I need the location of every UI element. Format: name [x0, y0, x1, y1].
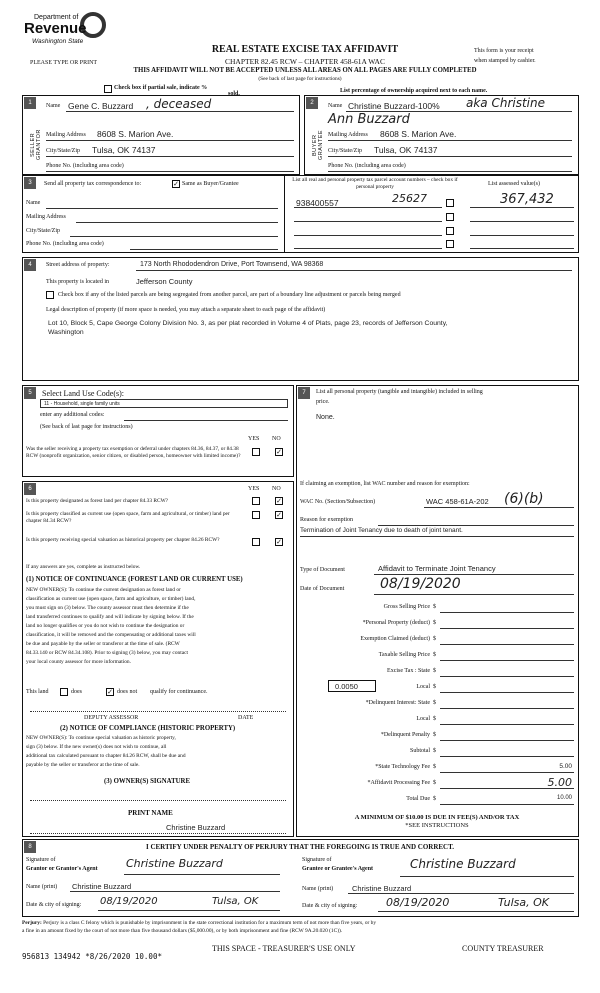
s6-q2: Is this property classified as current use (open space, farm and agricultural, or timber) land per chapter 84.34 RCW? — [26, 511, 230, 524]
notice1-line6: classification, it will be removed and the compensating or additional taxes will — [26, 632, 196, 638]
s5-q1-no[interactable]: ✓ — [276, 448, 282, 456]
section-1-badge: 1 — [24, 97, 36, 109]
s6-q1-no[interactable]: ✓ — [276, 497, 282, 505]
doc-type-line — [374, 574, 574, 575]
corr-name-label: Name — [26, 200, 41, 206]
same-as-buyer-label: Same as Buyer/Grantee — [182, 181, 239, 187]
total-due-value[interactable]: 10.00 — [556, 795, 572, 801]
doc-date-label: Date of Document — [300, 586, 345, 592]
section-7-badge: 7 — [298, 387, 310, 399]
seller-name-value[interactable]: Gene C. Buzzard — [68, 101, 134, 111]
send-correspondence-label: Send all property tax correspondence to: — [44, 181, 142, 187]
does-not-label: does not — [117, 689, 138, 695]
fee-line — [440, 612, 574, 613]
street-label: Street address of property: — [46, 262, 110, 268]
s6-no-label: NO — [272, 486, 281, 492]
corr-city-line — [70, 236, 278, 237]
fee-dollar: $ — [433, 604, 436, 610]
assessed-line-3 — [470, 235, 574, 236]
perjury-label: Perjury: — [22, 920, 42, 926]
corr-phone-line — [130, 249, 278, 250]
seller-side-label: SELLER GRANTOR — [30, 129, 42, 161]
assessed-line-4 — [470, 248, 574, 249]
buyer-phone-label: Phone No. (including area code) — [328, 163, 406, 169]
grantee-name-line — [348, 893, 574, 894]
street-value[interactable]: 173 North Rhododendron Drive, Port Townsend, WA 98368 — [140, 261, 324, 268]
fee-label: Total Due — [406, 796, 430, 802]
notice2-line3: additional tax calculated pursuant to chapter 84.26 RCW, shall be due and — [26, 753, 186, 759]
perjury-line2: a fine in an amount fixed by the court of not more than five thousand dollars ($5,000.00), or by both imprisonment and fine (RCW 9A.20.020 (1C)). — [22, 928, 343, 934]
owner-signature-label: (3) OWNER(S) SIGNATURE — [104, 778, 190, 785]
seller-name-line — [66, 111, 294, 112]
grantee-date-signed[interactable]: 08/19/2020 — [386, 896, 450, 909]
buyer-city-label: City/State/Zip — [328, 148, 362, 154]
buyer-name-handwritten-2: Ann Buzzard — [328, 112, 410, 127]
grantor-name-print-value[interactable]: Christine Buzzard — [72, 882, 132, 891]
fee-label: *Delinquent Interest: State — [365, 700, 430, 706]
deputy-assessor-label: DEPUTY ASSESSOR — [84, 715, 139, 721]
buyer-name-handwritten-1: aka Christine — [466, 96, 546, 110]
cashier-stamp: 956813 134942 *8/26/2020 10.00* — [22, 952, 162, 961]
reason-value[interactable]: Termination of Joint Tenancy due to death of joint tenant. — [300, 527, 463, 534]
legal-label: Legal description of property (if more space is needed, you may attach a separate sheet to each page of the affidavit) — [46, 307, 326, 313]
parcel-line-1 — [294, 207, 442, 208]
this-land-label: This land — [26, 689, 49, 695]
please-type: PLEASE TYPE OR PRINT — [30, 60, 98, 66]
parcel-checkbox-3[interactable] — [446, 227, 454, 235]
buyer-city-value[interactable]: Tulsa, OK 74137 — [374, 145, 438, 155]
s6-q2-yes[interactable] — [252, 511, 260, 519]
parcel-extra: 25627 — [392, 192, 427, 205]
print-name-label: PRINT NAME — [128, 809, 173, 817]
buyer-phone-line — [328, 171, 572, 172]
s6-q3: Is this property receiving special valuation as historical property per chapter 84.26 RCW? — [26, 537, 220, 543]
fee-label: Taxable Selling Price — [378, 652, 430, 658]
does-checkbox[interactable] — [60, 688, 68, 696]
additional-codes-line — [124, 420, 288, 421]
same-as-buyer-checkbox[interactable]: ✓ — [173, 180, 179, 188]
fee-line — [440, 708, 574, 709]
wac-value[interactable]: WAC 458-61A-202 — [426, 497, 489, 506]
assessed-line-2 — [470, 221, 574, 222]
grantor-date-signed[interactable]: 08/19/2020 — [100, 896, 158, 907]
personal-property-value[interactable]: None. — [316, 414, 335, 421]
fee-label: *Affidavit Processing Fee — [367, 780, 430, 786]
buyer-side-label: BUYER GRANTEE — [312, 129, 324, 161]
notice2-line2: sign (3) below. If the new owner(s) does not wish to continue, all — [26, 744, 167, 750]
notice1-line2: classification as current use (open space, farm and agriculture, or timber) land, — [26, 596, 196, 602]
partial-sale-checkbox[interactable] — [104, 85, 112, 93]
list-personal-line2: price. — [316, 399, 330, 405]
segregate-label: Check box if any of the listed parcels are being segregated from another parcel, are part of a boundary line adjustment or parcels being merged — [58, 292, 401, 298]
excise-rate-box[interactable] — [328, 680, 376, 692]
fee-line — [440, 628, 574, 629]
list-personal-line1: List all personal property (tangible and intangible) included in selling — [316, 389, 483, 395]
land-use-value: 11 - Household, single family units — [44, 401, 120, 407]
parcel-header: List all real and personal property tax parcel account numbers – check box if personal property — [292, 177, 458, 190]
deputy-line — [30, 711, 286, 712]
land-use-see-back: (See back of last page for instructions) — [40, 424, 133, 430]
doc-type-value[interactable]: Affidavit to Terminate Joint Tenancy — [378, 564, 496, 573]
reason-label: Reason for exemption — [300, 517, 353, 523]
s5-q1: Was the seller receiving a property tax exemption or deferral under chapters 84.36, 84.37, or 84.38 RCW (nonprofit organization, senior citizen, or disabled person, homeowner with limited income)? — [26, 446, 241, 459]
grantee-sig-label-2: Grantee or Grantee's Agent — [302, 866, 374, 872]
corr-mail-line — [76, 222, 278, 223]
personal-property-section — [296, 385, 579, 837]
wac-handwritten: (6)(b) — [504, 491, 544, 507]
assessed-header: List assessed value(s) — [488, 181, 540, 187]
grantee-signature[interactable]: Christine Buzzard — [410, 857, 516, 871]
doc-type-label: Type of Document — [300, 567, 345, 573]
perjury-text-1: Perjury is a class C felony which is punishable by imprisonment in the state correctional institution for a maximum term of not more than five years, or by — [43, 920, 377, 926]
parcel-line-3 — [294, 235, 442, 236]
section-8-badge: 8 — [24, 841, 36, 853]
fee-label: Local — [416, 716, 430, 722]
buyer-name-value[interactable]: Christine Buzzard-100% — [348, 101, 440, 111]
treasurer-space-label: THIS SPACE - TREASURER'S USE ONLY — [212, 944, 356, 953]
notice2-line4: payable by the seller or transferor at the time of sale. — [26, 762, 140, 768]
qualify-label: qualify for continuance. — [150, 689, 208, 695]
assessed-value: 367,432 — [500, 192, 554, 207]
notice1-line7: be due and payable by the seller or transferor at the time of sale. (RCW — [26, 641, 180, 647]
if-yes-note: If any answers are yes, complete as instructed below. — [26, 564, 141, 570]
receipt-note-1: This form is your receipt — [474, 48, 534, 54]
doc-date-line — [374, 594, 574, 595]
fee-dollar: $ — [433, 700, 436, 706]
doc-date-value: 08/19/2020 — [380, 576, 461, 592]
logo-line3: Washington State — [32, 38, 84, 45]
seller-mail-line — [46, 140, 294, 141]
grantee-sig-line — [400, 876, 574, 877]
grantee-city-signed[interactable]: Tulsa, OK — [498, 896, 549, 909]
receipt-note-2: when stamped by cashier. — [474, 58, 536, 64]
s5-no-label: NO — [272, 436, 281, 442]
notice1-line8: 84.33.140 or RCW 84.34.108). Prior to signing (3) below, you may contact — [26, 650, 188, 656]
reason-line-1 — [378, 525, 574, 526]
additional-codes-label: enter any additional codes: — [40, 412, 105, 418]
fee-dollar: $ — [433, 620, 436, 626]
buyer-city-line — [328, 156, 572, 157]
notice1-line1: NEW OWNER(S): To continue the current designation as forest land or — [26, 587, 181, 593]
parcel-checkbox-1[interactable] — [446, 199, 454, 207]
s6-yes-label: YES — [248, 486, 260, 492]
grantor-city-signed[interactable]: Tulsa, OK — [212, 896, 259, 907]
assessed-line-1 — [470, 207, 574, 208]
seller-mail-value[interactable]: 8608 S. Marion Ave. — [97, 129, 174, 139]
parcel-line-4 — [294, 248, 442, 249]
corr-mail-label: Mailing Address — [26, 214, 66, 220]
grantee-date-line — [378, 911, 574, 912]
dor-logo — [22, 10, 106, 54]
s5-q1-yes[interactable] — [252, 448, 260, 456]
seller-name-label: Name — [46, 103, 61, 109]
fee-line — [440, 724, 574, 725]
grantor-signature[interactable]: Christine Buzzard — [126, 857, 223, 870]
fee-line — [440, 756, 574, 757]
fee-dollar: $ — [433, 716, 436, 722]
corr-phone-label: Phone No. (including area code) — [26, 241, 104, 247]
grantor-sig-label-2: Grantor or Grantor's Agent — [26, 866, 98, 872]
seller-phone-label: Phone No. (including area code) — [46, 163, 124, 169]
fee-line — [440, 740, 574, 741]
sold-label: sold. — [228, 91, 240, 97]
s5-yes-label: YES — [248, 436, 260, 442]
street-line — [136, 270, 572, 271]
reason-line-2 — [300, 536, 574, 537]
logo-line2: Revenue — [24, 20, 87, 37]
excise-rate-value: 0.0050 — [335, 682, 358, 691]
fee-dollar: $ — [433, 748, 436, 754]
grantor-name-line — [70, 891, 280, 892]
section-6-badge: 6 — [24, 483, 36, 495]
seller-phone-line — [46, 171, 294, 172]
seller-name-handwritten: , deceased — [146, 97, 212, 111]
fee-dollar: $ — [433, 796, 436, 802]
fee-dollar: $ — [433, 668, 436, 674]
fee-dollar: $ — [433, 732, 436, 738]
buyer-mail-value[interactable]: 8608 S. Marion Ave. — [380, 129, 457, 139]
property-section — [22, 257, 579, 381]
exemption-claim-label: If claiming an exemption, list WAC number and reason for exemption: — [300, 481, 470, 487]
grantor-sig-label-1: Signature of — [26, 857, 56, 863]
fee-label: Exemption Claimed (deduct) — [360, 636, 430, 642]
fee-label: Excise Tax : State — [387, 668, 430, 674]
fee-dollar: $ — [433, 652, 436, 658]
legal-value-2[interactable]: Washington — [48, 329, 84, 336]
form-warning: THIS AFFIDAVIT WILL NOT BE ACCEPTED UNLESS ALL AREAS ON ALL PAGES ARE FULLY COMPLETED — [133, 67, 477, 74]
county-treasurer-label: COUNTY TREASURER — [462, 944, 544, 953]
fee-line — [440, 692, 574, 693]
s6-q3-no[interactable]: ✓ — [276, 538, 282, 546]
form-title: REAL ESTATE EXCISE TAX AFFIDAVIT — [211, 44, 399, 55]
parcel-line-2 — [294, 221, 442, 222]
grantor-sig-line — [124, 874, 280, 875]
select-land-use-label: Select Land Use Code(s): — [42, 389, 124, 398]
grantee-sig-label-1: Signature of — [302, 857, 332, 863]
fee-dollar: $ — [433, 780, 436, 786]
s6-q1: Is this property designated as forest land per chapter 84.33 RCW? — [26, 498, 169, 504]
fee-label: *Delinquent Penalty — [380, 732, 430, 738]
minimum-fee-note: A MINIMUM OF $10.00 IS DUE IN FEE(S) AND/OR TAX — [354, 814, 520, 821]
wac-label: WAC No. (Section/Subsection) — [300, 499, 376, 505]
see-instructions: *SEE INSTRUCTIONS — [405, 822, 469, 829]
fee-line — [440, 772, 574, 773]
fee-line — [440, 644, 574, 645]
logo-line1: Department of — [34, 14, 79, 21]
notice1-title: (1) NOTICE OF CONTINUANCE (FOREST LAND OR CURRENT USE) — [26, 576, 243, 583]
grantee-name-print-label: Name (print) — [302, 886, 334, 892]
section-4-badge: 4 — [24, 259, 36, 271]
notice1-line5: land no longer qualifies or you do not wish to continue the designation or — [26, 623, 185, 629]
does-label: does — [71, 689, 82, 695]
grantor-date-line — [98, 910, 280, 911]
land-use-field[interactable] — [40, 399, 288, 408]
buyer-name-label: Name — [328, 103, 343, 109]
buyer-mail-label: Mailing Address — [328, 132, 368, 138]
s6-q2-no[interactable]: ✓ — [276, 511, 282, 519]
notice1-line3: you must sign on (3) below. The county assessor must then determine if the — [26, 605, 189, 611]
corr-name-line — [46, 208, 278, 209]
grantee-date-city-label: Date & city of signing: — [302, 903, 358, 909]
fee-label: *Personal Property (deduct) — [362, 620, 430, 626]
corr-city-label: City/State/Zip — [26, 228, 60, 234]
located-value[interactable]: Jefferson County — [136, 277, 193, 286]
grantor-date-city-label: Date & city of signing: — [26, 902, 82, 908]
fee-label: *State Technology Fee — [375, 764, 430, 770]
fee-label: Subtotal — [409, 748, 430, 754]
see-back: (See back of last page for instructions) — [258, 76, 342, 82]
notice1-line4: land transferred continues to qualify and will indicate by signing below. If the — [26, 614, 194, 620]
segregate-checkbox[interactable] — [46, 291, 54, 299]
section-3-badge: 3 — [24, 177, 36, 189]
located-label: This property is located in — [46, 279, 109, 285]
s6-q3-yes[interactable] — [252, 538, 260, 546]
state-technology-fee-value[interactable]: 5.00 — [559, 763, 572, 770]
perjury-line1 — [22, 920, 579, 927]
s6-q1-yes[interactable] — [252, 497, 260, 505]
deputy-date-label: DATE — [238, 715, 254, 721]
fee-line — [440, 804, 574, 805]
grantor-name-print-label: Name (print) — [26, 884, 58, 890]
buyer-mail-line — [328, 140, 572, 141]
seller-city-label: City/State/Zip — [46, 148, 80, 154]
fee-label: Gross Selling Price — [383, 604, 430, 610]
form-subtitle: CHAPTER 82.45 RCW – CHAPTER 458-61A WAC — [225, 57, 385, 66]
notice2-line1: NEW OWNER(S): To continue special valuation as historic property, — [26, 735, 176, 741]
parcel-checkbox-2[interactable] — [446, 213, 454, 221]
fee-dollar: $ — [433, 764, 436, 770]
print-name-value[interactable]: Christine Buzzard — [166, 823, 226, 832]
notice2-title: (2) NOTICE OF COMPLIANCE (HISTORIC PROPERTY) — [60, 725, 236, 732]
section-3-divider — [284, 175, 285, 253]
fee-line — [440, 660, 574, 661]
seller-city-line — [46, 156, 294, 157]
list-pct-label: List percentage of ownership acquired next to each name. — [340, 88, 488, 94]
grantee-name-print-value[interactable]: Christine Buzzard — [352, 884, 412, 893]
section-2-badge: 2 — [306, 97, 318, 109]
seller-mail-label: Mailing Address — [46, 132, 86, 138]
legal-value-1[interactable]: Lot 10, Block 5, Cape George Colony Division No. 3, as per plat recorded in Volume 4 of Plats, page 23, records of Jefferson County, — [48, 320, 448, 327]
certify-statement: I CERTIFY UNDER PENALTY OF PERJURY THAT THE FOREGOING IS TRUE AND CORRECT. — [145, 843, 454, 851]
does-not-checkbox[interactable]: ✓ — [107, 688, 113, 696]
notice1-line9: your local county assessor for more information. — [26, 659, 131, 665]
owner-signature-line — [30, 800, 286, 801]
fee-label: Local — [416, 684, 430, 690]
affidavit-processing-fee-value[interactable]: 5.00 — [547, 776, 572, 789]
fee-dollar: $ — [433, 636, 436, 642]
wac-line — [424, 507, 574, 508]
section-5-badge: 5 — [24, 387, 36, 399]
print-name-line — [30, 833, 286, 834]
parcel-number[interactable]: 938400557 — [296, 198, 339, 208]
seller-city-value[interactable]: Tulsa, OK 74137 — [92, 145, 156, 155]
parcel-checkbox-4[interactable] — [446, 240, 454, 248]
fee-dollar: $ — [433, 684, 436, 690]
fee-line — [440, 676, 574, 677]
partial-sale-label: Check box if partial sale, indicate % — [114, 85, 208, 91]
